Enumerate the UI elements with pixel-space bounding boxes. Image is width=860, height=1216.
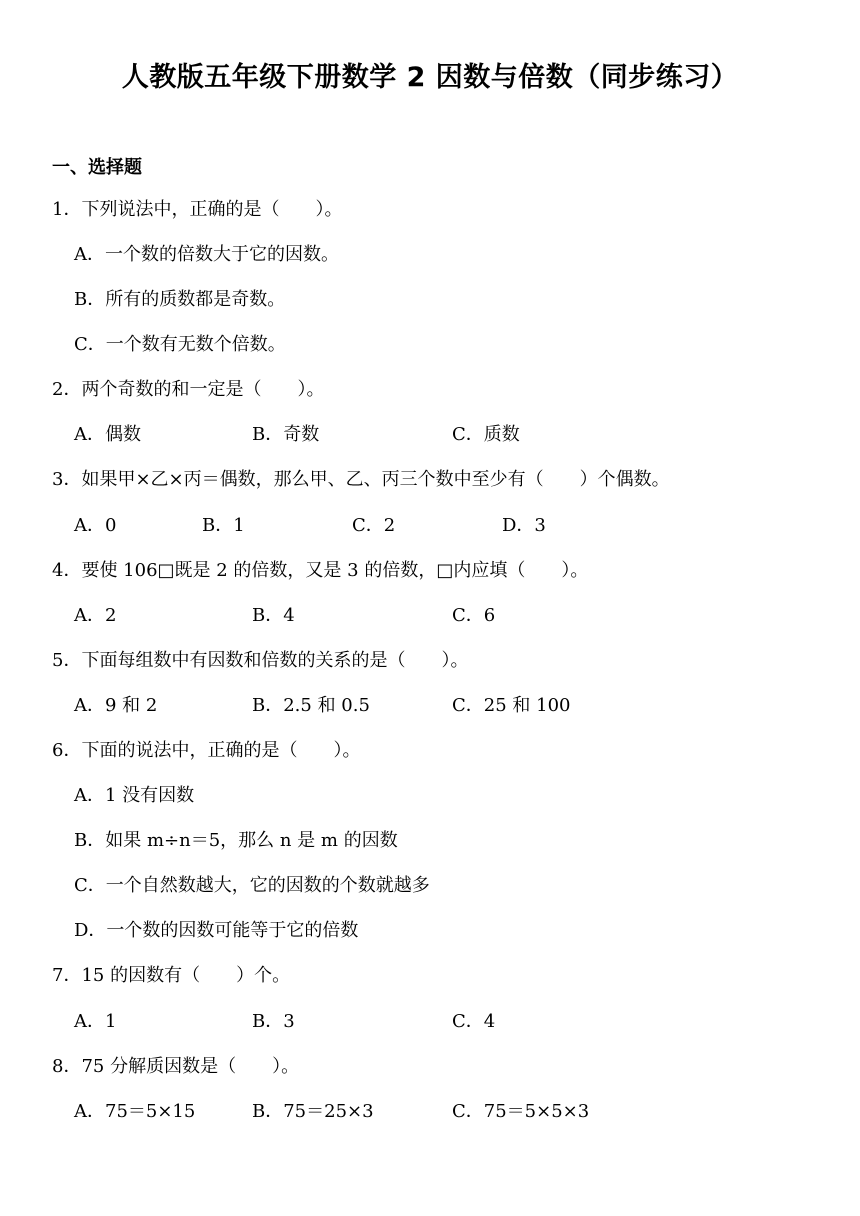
question-6-option-a: A．1 没有因数 <box>74 785 195 806</box>
question-5-option-a: A．9 和 2 <box>74 695 158 716</box>
question-8-option-c: C．75＝5×5×3 <box>452 1101 590 1122</box>
question-4-option-b: B．4 <box>252 605 295 626</box>
question-7-option-a: A．1 <box>74 1011 117 1032</box>
question-3-stem: 3．如果甲×乙×丙＝偶数，那么甲、乙、丙三个数中至少有（ ）个偶数。 <box>52 469 670 490</box>
question-6-stem: 6．下面的说法中，正确的是（ ）。 <box>52 740 361 761</box>
question-4-option-c: C．6 <box>452 605 496 626</box>
section-heading: 一、选择题 <box>52 157 142 178</box>
question-7-stem: 7．15 的因数有（ ）个。 <box>52 965 291 986</box>
question-4-stem: 4．要使 106□既是 2 的倍数，又是 3 的倍数，□内应填（ ）。 <box>52 560 589 581</box>
question-3-option-c: C．2 <box>352 515 396 536</box>
question-3-option-a: A．0 <box>74 515 117 536</box>
question-1-option-a: A．一个数的倍数大于它的因数。 <box>74 244 339 265</box>
question-6-option-d: D．一个数的因数可能等于它的倍数 <box>74 920 359 941</box>
question-5-stem: 5．下面每组数中有因数和倍数的关系的是（ ）。 <box>52 650 469 671</box>
question-2-stem: 2．两个奇数的和一定是（ ）。 <box>52 379 325 400</box>
question-8-option-a: A．75＝5×15 <box>74 1101 196 1122</box>
question-6-option-b: B．如果 m÷n＝5，那么 n 是 m 的因数 <box>74 830 398 851</box>
question-1-stem: 1．下列说法中，正确的是（ ）。 <box>52 199 343 220</box>
question-2-option-a: A．偶数 <box>74 424 141 445</box>
question-8-stem: 8．75 分解质因数是（ ）。 <box>52 1056 300 1077</box>
page-title: 人教版五年级下册数学 2 因数与倍数（同步练习） <box>121 62 739 93</box>
question-5-option-b: B．2.5 和 0.5 <box>252 695 370 716</box>
question-7-option-b: B．3 <box>252 1011 295 1032</box>
question-1-option-c: C．一个数有无数个倍数。 <box>74 334 286 355</box>
question-4-option-a: A．2 <box>74 605 117 626</box>
question-2-option-c: C．质数 <box>452 424 520 445</box>
question-7-option-c: C．4 <box>452 1011 496 1032</box>
question-6-option-c: C．一个自然数越大，它的因数的个数就越多 <box>74 875 430 896</box>
question-2-option-b: B．奇数 <box>252 424 320 445</box>
question-5-option-c: C．25 和 100 <box>452 695 571 716</box>
question-3-option-d: D．3 <box>502 515 546 536</box>
question-1-option-b: B．所有的质数都是奇数。 <box>74 289 286 310</box>
question-3-option-b: B．1 <box>202 515 245 536</box>
question-8-option-b: B．75＝25×3 <box>252 1101 374 1122</box>
